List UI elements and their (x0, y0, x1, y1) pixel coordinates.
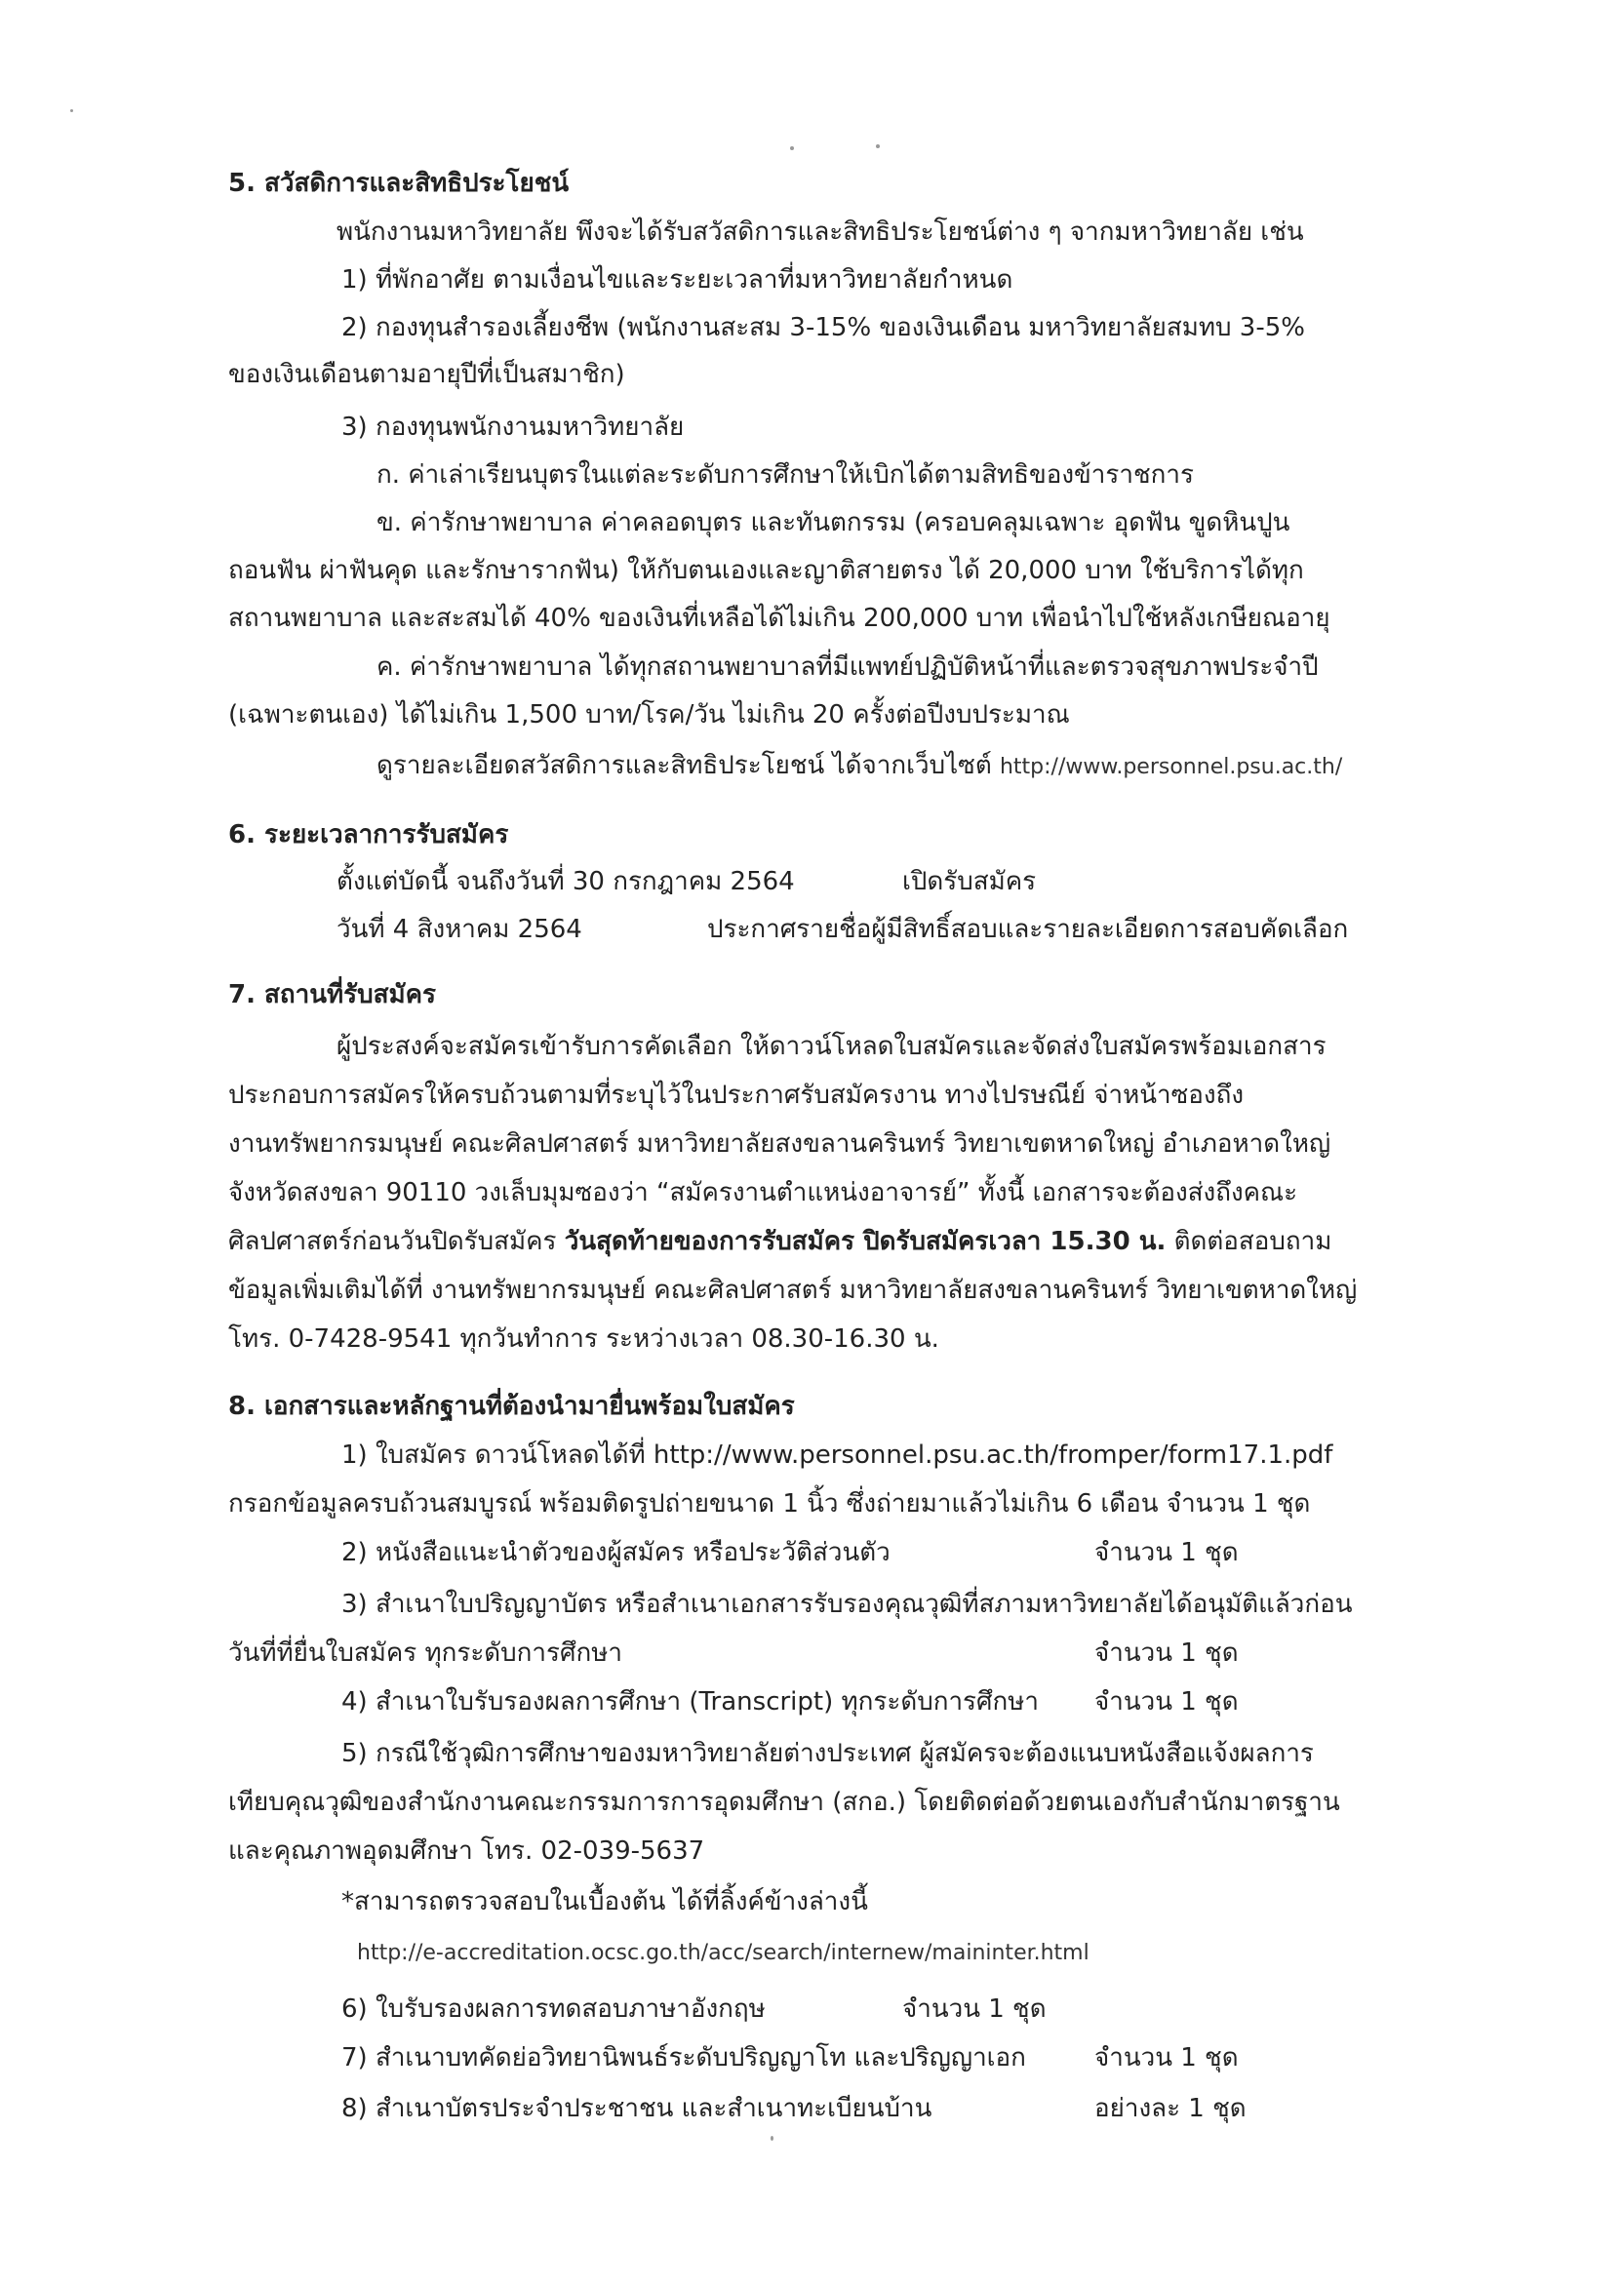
doc-item-8: 8) สำเนาบัตรประจำประชาชน และสำเนาทะเบียนบ้าน (341, 2094, 932, 2123)
welfare-item-2-cont: ของเงินเดือนตามอายุปีที่เป็นสมาชิก) (228, 360, 625, 389)
doc-item-6-qty: จำนวน 1 ชุด (902, 1994, 1047, 2024)
doc-item-3-cont: วันที่ที่ยื่นใบสมัคร ทุกระดับการศึกษา (228, 1638, 622, 1668)
welfare-item-3-ka: ก. ค่าเล่าเรียนบุตรในแต่ละระดับการศึกษาให้เบิกได้ตามสิทธิของข้าราชการ (376, 460, 1194, 490)
accreditation-link[interactable]: http://e-accreditation.ocsc.go.th/acc/search/internew/maininter.html (357, 1941, 1089, 1965)
doc-item-7: 7) สำเนาบทคัดย่อวิทยานิพนธ์ระดับปริญญาโท และปริญญาเอก (341, 2043, 1026, 2072)
period-row-1-date: ตั้งแต่บัดนี้ จนถึงวันที่ 30 กรกฎาคม 2564 (337, 867, 795, 896)
doc-item-8-qty: อย่างละ 1 ชุด (1094, 2094, 1247, 2123)
welfare-more-text: ดูรายละเอียดสวัสดิการและสิทธิประโยชน์ ได้จากเว็บไซต์ (376, 751, 992, 780)
welfare-item-3: 3) กองทุนพนักงานมหาวิทยาลัย (341, 413, 685, 442)
period-row-2-date: วันที่ 4 สิงหาคม 2564 (337, 915, 582, 944)
scan-speck (876, 144, 880, 148)
welfare-more-info (376, 746, 1342, 787)
section-8-heading: 8. เอกสารและหลักฐานที่ต้องนำมายื่นพร้อมใบสมัคร (228, 1392, 795, 1421)
section-5-heading: 5. สวัสดิการและสิทธิประโยชน์ (228, 169, 570, 198)
apply-deadline-bold: วันสุดท้ายของการรับสมัคร ปิดรับสมัครเวลา 15.30 น. (564, 1227, 1167, 1256)
apply-location-line: ประกอบการสมัครให้ครบถ้วนตามที่ระบุไว้ในประกาศรับสมัครงาน ทางไปรษณีย์ จ่าหน้าซองถึง (228, 1081, 1245, 1110)
welfare-website-link[interactable]: http://www.personnel.psu.ac.th/ (999, 755, 1343, 779)
welfare-item-3-kh: ข. ค่ารักษาพยาบาล ค่าคลอดบุตร และทันตกรรม (ครอบคลุมเฉพาะ อุดฟัน ขูดหินปูน (376, 508, 1290, 537)
doc-item-1-cont: กรอกข้อมูลครบถ้วนสมบูรณ์ พร้อมติดรูปถ่ายขนาด 1 นิ้ว ซึ่งถ่ายมาแล้วไม่เกิน 6 เดือน จำนวน 1 ชุด (228, 1489, 1311, 1519)
doc-item-2-qty: จำนวน 1 ชุด (1094, 1538, 1239, 1567)
doc-item-7-qty: จำนวน 1 ชุด (1094, 2043, 1239, 2072)
apply-location-line: จังหวัดสงขลา 90110 วงเล็บมุมซองว่า “สมัครงานตำแหน่งอาจารย์” ทั้งนี้ เอกสารจะต้องส่งถึงคณะ (228, 1178, 1298, 1207)
accreditation-note: *สามารถตรวจสอบในเบื้องต้น ได้ที่ลิ้งค์ข้างล่างนี้ (341, 1887, 868, 1916)
scan-speck (70, 109, 73, 112)
doc-item-5-cont: เทียบคุณวุฒิของสำนักงานคณะกรรมการการอุดมศึกษา (สกอ.) โดยติดต่อด้วยตนเองกับสำนักมาตรฐาน (228, 1788, 1340, 1817)
doc-item-5: 5) กรณีใช้วุฒิการศึกษาของมหาวิทยาลัยต่างประเทศ ผู้สมัครจะต้องแนบหนังสือแจ้งผลการ (341, 1739, 1314, 1768)
period-row-2-desc: ประกาศรายชื่อผู้มีสิทธิ์สอบและรายละเอียดการสอบคัดเลือก (707, 915, 1349, 944)
scan-speck (771, 2136, 773, 2141)
apply-deadline-prefix: ศิลปศาสตร์ก่อนวันปิดรับสมัคร (228, 1227, 557, 1256)
period-row-1-desc: เปิดรับสมัคร (902, 867, 1037, 896)
doc-item-5-cont: และคุณภาพอุดมศึกษา โทร. 02-039-5637 (228, 1836, 705, 1866)
welfare-item-3-kc-cont: (เฉพาะตนเอง) ได้ไม่เกิน 1,500 บาท/โรค/วัน ไม่เกิน 20 ครั้งต่อปีงบประมาณ (228, 700, 1070, 730)
doc-item-4-qty: จำนวน 1 ชุด (1094, 1687, 1239, 1717)
apply-location-line (228, 1222, 1331, 1261)
section-7-heading: 7. สถานที่รับสมัคร (228, 980, 436, 1009)
apply-location-line: งานทรัพยากรมนุษย์ คณะศิลปศาสตร์ มหาวิทยาลัยสงขลานครินทร์ วิทยาเขตหาดใหญ่ อำเภอหาดใหญ่ (228, 1129, 1331, 1159)
welfare-item-2: 2) กองทุนสำรองเลี้ยงชีพ (พนักงานสะสม 3-15% ของเงินเดือน มหาวิทยาลัยสมทบ 3-5% (341, 313, 1305, 342)
doc-item-1: 1) ใบสมัคร ดาวน์โหลดได้ที่ http://www.personnel.psu.ac.th/fromper/form17.1.pdf (341, 1440, 1333, 1470)
welfare-item-3-kh-cont: ถอนฟัน ผ่าฟันคุด และรักษารากฟัน) ให้กับตนเองและญาติสายตรง ได้ 20,000 บาท ใช้บริการได้ทุก (228, 556, 1304, 585)
apply-location-line: ข้อมูลเพิ่มเติมได้ที่ งานทรัพยากรมนุษย์ คณะศิลปศาสตร์ มหาวิทยาลัยสงขลานครินทร์ วิทยาเขตหาดใหญ่ (228, 1276, 1358, 1305)
apply-location-line: ผู้ประสงค์จะสมัครเข้ารับการคัดเลือก ให้ดาวน์โหลดใบสมัครและจัดส่งใบสมัครพร้อมเอกสาร (337, 1032, 1327, 1061)
scan-speck (790, 146, 794, 150)
apply-contact-phone: โทร. 0-7428-9541 ทุกวันทำการ ระหว่างเวลา 08.30-16.30 น. (228, 1324, 939, 1354)
doc-item-3-qty: จำนวน 1 ชุด (1094, 1638, 1239, 1668)
doc-item-6: 6) ใบรับรองผลการทดสอบภาษาอังกฤษ (341, 1994, 766, 2024)
welfare-item-1: 1) ที่พักอาศัย ตามเงื่อนไขและระยะเวลาที่มหาวิทยาลัยกำหนด (341, 265, 1013, 295)
section-6-heading: 6. ระยะเวลาการรับสมัคร (228, 820, 509, 849)
welfare-item-3-kc: ค. ค่ารักษาพยาบาล ได้ทุกสถานพยาบาลที่มีแพทย์ปฏิบัติหน้าที่และตรวจสุขภาพประจำปี (376, 652, 1319, 682)
welfare-item-3-kh-cont: สถานพยาบาล และสะสมได้ 40% ของเงินที่เหลือได้ไม่เกิน 200,000 บาท เพื่อนำไปใช้หลังเกษียณอายุ (228, 604, 1330, 633)
doc-item-4: 4) สำเนาใบรับรองผลการศึกษา (Transcript) ทุกระดับการศึกษา (341, 1687, 1039, 1717)
apply-deadline-suffix: ติดต่อสอบถาม (1173, 1227, 1332, 1256)
doc-item-3: 3) สำเนาใบปริญญาบัตร หรือสำเนาเอกสารรับรองคุณวุฒิที่สภามหาวิทยาลัยได้อนุมัติแล้วก่อน (341, 1590, 1353, 1619)
section-5-intro: พนักงานมหาวิทยาลัย พึงจะได้รับสวัสดิการและสิทธิประโยชน์ต่าง ๆ จากมหาวิทยาลัย เช่น (337, 217, 1304, 247)
doc-item-2: 2) หนังสือแนะนำตัวของผู้สมัคร หรือประวัติส่วนตัว (341, 1538, 891, 1567)
